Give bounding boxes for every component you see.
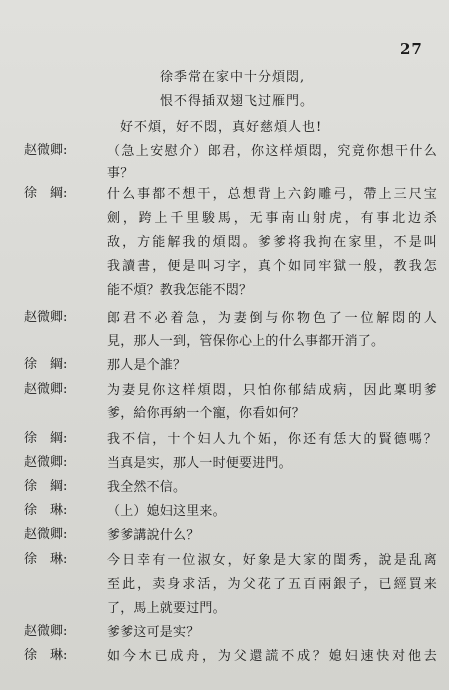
dialogue-line: 我全然不信。: [107, 480, 187, 495]
speaker-name: 赵微卿:: [24, 382, 68, 397]
dialogue-line: 事？: [107, 166, 134, 181]
speaker-name: 赵微卿:: [24, 310, 68, 325]
dialogue-line: 能不煩？教我怎能不悶？: [107, 283, 253, 298]
dialogue-line: 今日幸有一位淑女，好象是大家的閨秀，說是乱离: [107, 553, 437, 568]
speaker-name: 徐 綱:: [24, 431, 68, 446]
dialogue-line: 我讀書，便是叫习字，真个如同牢獄一般，教我怎: [107, 259, 437, 274]
speaker-name: 徐 綱:: [24, 479, 68, 494]
dialogue-line: 了，馬上就要过門。: [107, 601, 226, 616]
dialogue-line: 为妻見你这样煩悶，只怕你郁結成病，因此稟明爹: [107, 383, 437, 398]
dialogue-line: 我不信，十个妇人九个妬，你还有恁大的賢德嗎？: [107, 432, 437, 447]
speaker-name: 徐 琳:: [24, 552, 68, 567]
speaker-name: 赵微卿:: [24, 143, 68, 158]
speaker-name: 徐 綱:: [24, 357, 68, 372]
speaker-name: 赵微卿:: [24, 624, 68, 639]
dialogue-line: 至此，卖身求活，为父花了五百兩銀子，已經買来: [107, 577, 437, 592]
dialogue-line: （急上安慰介）郎君，你这样煩悶，究竟你想干什么: [107, 144, 437, 159]
speaker-name: 徐 琳:: [24, 503, 68, 518]
dialogue-line: 那人是个誰？: [107, 358, 187, 373]
dialogue-line: 如今木已成舟，为父還謊不成？媳妇速快对他去: [107, 649, 437, 664]
speaker-name: 赵微卿:: [24, 527, 68, 542]
page-number: 27: [400, 40, 423, 58]
speaker-name: 徐 綱:: [24, 186, 68, 201]
dialogue-line: 当真是实，那人一时便要进門。: [107, 456, 292, 471]
dialogue-line: 爹，給你再納一个寵，你看如何？: [107, 406, 306, 421]
dialogue-line: 爹爹講說什么？: [107, 528, 200, 543]
dialogue-line: 什么事都不想干，总想背上六鈞雕弓，帶上三尺宝: [107, 187, 437, 202]
verse-line-2: 恨不得插双翅飞过雁門。: [160, 94, 315, 109]
verse-line-1: 徐季常在家中十分煩悶,: [160, 70, 306, 85]
verse-line-3: 好不煩，好不悶，真好慈煩人也!: [120, 120, 323, 135]
dialogue-line: 劍，跨上千里駿馬，无事南山射虎，有事北边杀: [107, 211, 437, 226]
dialogue-line: 郎君不必着急，为妻倒与你物色了一位解悶的人: [107, 311, 437, 326]
speaker-name: 赵微卿:: [24, 455, 68, 470]
dialogue-line: 見，那人一到，管保你心上的什么事都开消了。: [107, 334, 385, 349]
dialogue-line: 爹爹这可是实？: [107, 625, 200, 640]
dialogue-line: （上）媳妇这里来。: [107, 504, 226, 519]
speaker-name: 徐 琳:: [24, 648, 68, 663]
dialogue-line: 敌，方能解我的煩悶。爹爹将我拘在家里，不是叫: [107, 235, 437, 250]
